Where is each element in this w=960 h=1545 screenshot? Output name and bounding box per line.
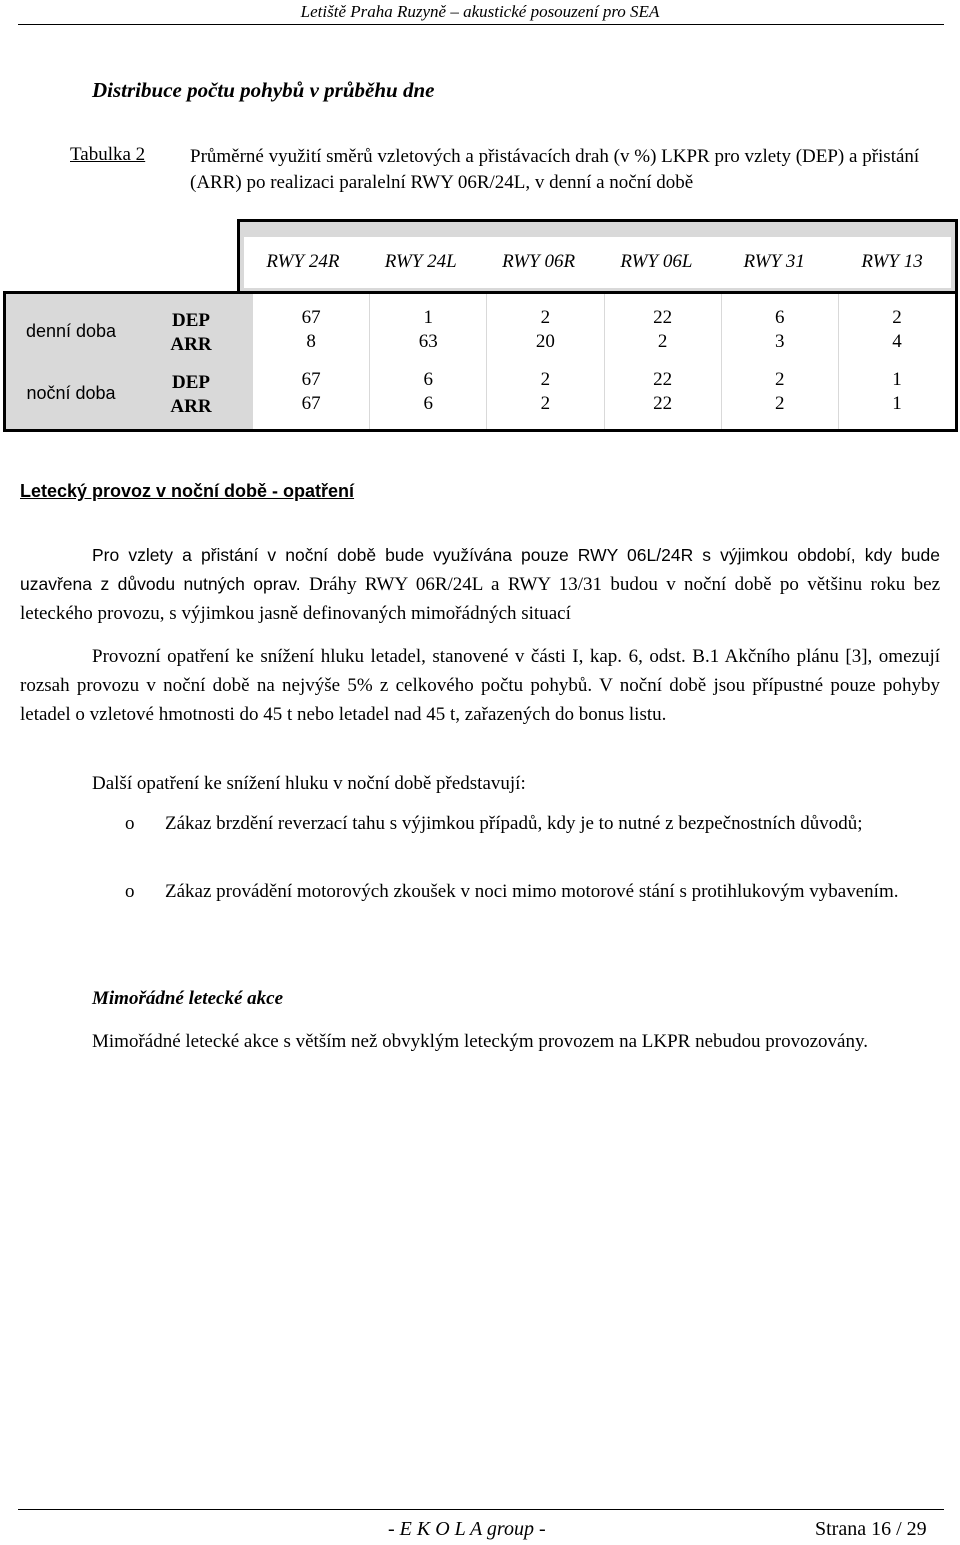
paragraph: [20, 541, 940, 628]
type-arr: ARR: [170, 396, 212, 417]
type-dep: DEP: [172, 310, 210, 331]
table-header-inner: [244, 237, 951, 288]
column-header: RWY 24R: [266, 251, 340, 272]
column-header: RWY 31: [743, 251, 805, 272]
header-title: Letiště Praha Ruzyně – akustické posouzení pro SEA: [300, 2, 660, 21]
table-cell: 63: [418, 331, 438, 352]
column-rwy-31: [721, 294, 838, 429]
paragraph-text: V noční době jsou přípustné pouze pohyby letadel o vzletové hmotnosti do 45 t nebo letadel nad 45 t, zařazených do bonus listu.: [20, 675, 940, 725]
footer-company: - E K O L A group -: [388, 1518, 546, 1540]
column-rwy-24l: [369, 294, 486, 429]
subheading-special-events: Mimořádné letecké akce: [92, 988, 284, 1009]
table-caption-text: Průměrné využití směrů vzletových a přistávacích drah (v %) LKPR pro vzlety (DEP) a přistání (ARR) po realizaci paralelní RWY 06R/24L, v denní a noční době: [190, 146, 920, 193]
column-header: RWY 13: [861, 251, 923, 272]
table-cell: 6: [423, 369, 433, 390]
table-cell: 4: [892, 331, 902, 352]
table-cell: 1: [423, 307, 433, 328]
column-rwy-06r: [486, 294, 603, 429]
table-header: [237, 219, 958, 291]
table-cell: 22: [653, 307, 673, 328]
list-item-text: Zákaz brzdění reverzací tahu s výjimkou případů, kdy je to nutné z bezpečnostních důvodů;: [165, 813, 863, 834]
table-cell: 8: [306, 331, 316, 352]
table-cell: 6: [423, 393, 433, 414]
row-type-labels: [136, 371, 246, 419]
table-cell: 6: [775, 307, 785, 328]
row-label-day: denní doba: [25, 321, 117, 341]
row-label-group-night: [11, 363, 251, 423]
row-label-night: noční doba: [26, 383, 116, 403]
bullet-mark: o: [125, 813, 135, 834]
column-header: RWY 06L: [620, 251, 693, 272]
subheading-night-operations: Letecký provoz v noční době - opatření: [20, 481, 355, 501]
table-cell: 2: [892, 307, 902, 328]
row-label-group-day: [11, 301, 251, 361]
table-cell: 1: [892, 369, 902, 390]
table-cells: [253, 294, 955, 429]
row-type-labels: [136, 309, 246, 357]
header-rule: [18, 24, 944, 25]
table-cell: 20: [535, 331, 555, 352]
column-rwy-13: [838, 294, 955, 429]
table-cell: 3: [775, 331, 785, 352]
footer-rule: [18, 1509, 944, 1510]
type-arr: ARR: [170, 334, 212, 355]
section-title: Distribuce počtu pohybů v průběhu dne: [92, 78, 435, 102]
column-rwy-06l: [604, 294, 721, 429]
row-labels: [11, 297, 251, 424]
table-cell: 1: [892, 393, 902, 414]
bullet-mark: o: [125, 881, 135, 902]
paragraph-text: Dráhy RWY 06R/24L a RWY 13/31 budou v noční době po většinu roku bez leteckého provozu, s výjimkou jasně definovaných mimořádných situací: [20, 574, 941, 624]
column-header: RWY 06R: [502, 251, 576, 272]
type-dep: DEP: [172, 372, 210, 393]
column-rwy-24r: [253, 294, 369, 429]
column-header: RWY 24L: [384, 251, 457, 272]
paragraph-text: Provozní opatření ke snížení hluku letadel, stanovené v části I, kap. 6, odst. B.1 Akčního plánu [3], omezují rozsah provozu v noční době na nejvýše 5% z celkového počtu pohybů.: [20, 646, 940, 696]
list-item-text: Zákaz provádění motorových zkoušek v noci mimo motorové stání s protihlukovým vybavením.: [165, 881, 899, 902]
table-cell: 67: [301, 393, 321, 414]
table-cell: 2: [775, 369, 785, 390]
paragraph: [20, 642, 940, 729]
table-cell: 67: [301, 307, 321, 328]
footer-page-number: Strana 16 / 29: [815, 1518, 927, 1540]
table-cell: 2: [775, 393, 785, 414]
table-caption-label: Tabulka 2: [70, 144, 146, 165]
table-cell: 22: [653, 393, 673, 414]
table-cell: 2: [657, 331, 668, 352]
table-cell: 2: [540, 369, 551, 390]
paragraph: Další opatření ke snížení hluku v noční době představují:: [92, 773, 526, 794]
table-cell: 22: [653, 369, 673, 390]
table-cell: 2: [540, 307, 551, 328]
table-cell: 2: [540, 393, 551, 414]
paragraph-text: Pro vzlety a přistání v noční době bude využívána pouze RWY 06L/24R s výjimkou období, kdy bude uzavřena z důvodu nutných oprav.: [20, 545, 940, 594]
table-body: [3, 291, 958, 432]
table-cell: 67: [301, 369, 321, 390]
paragraph: Mimořádné letecké akce s větším než obvyklým leteckým provozem na LKPR nebudou provozovány.: [92, 1031, 868, 1052]
